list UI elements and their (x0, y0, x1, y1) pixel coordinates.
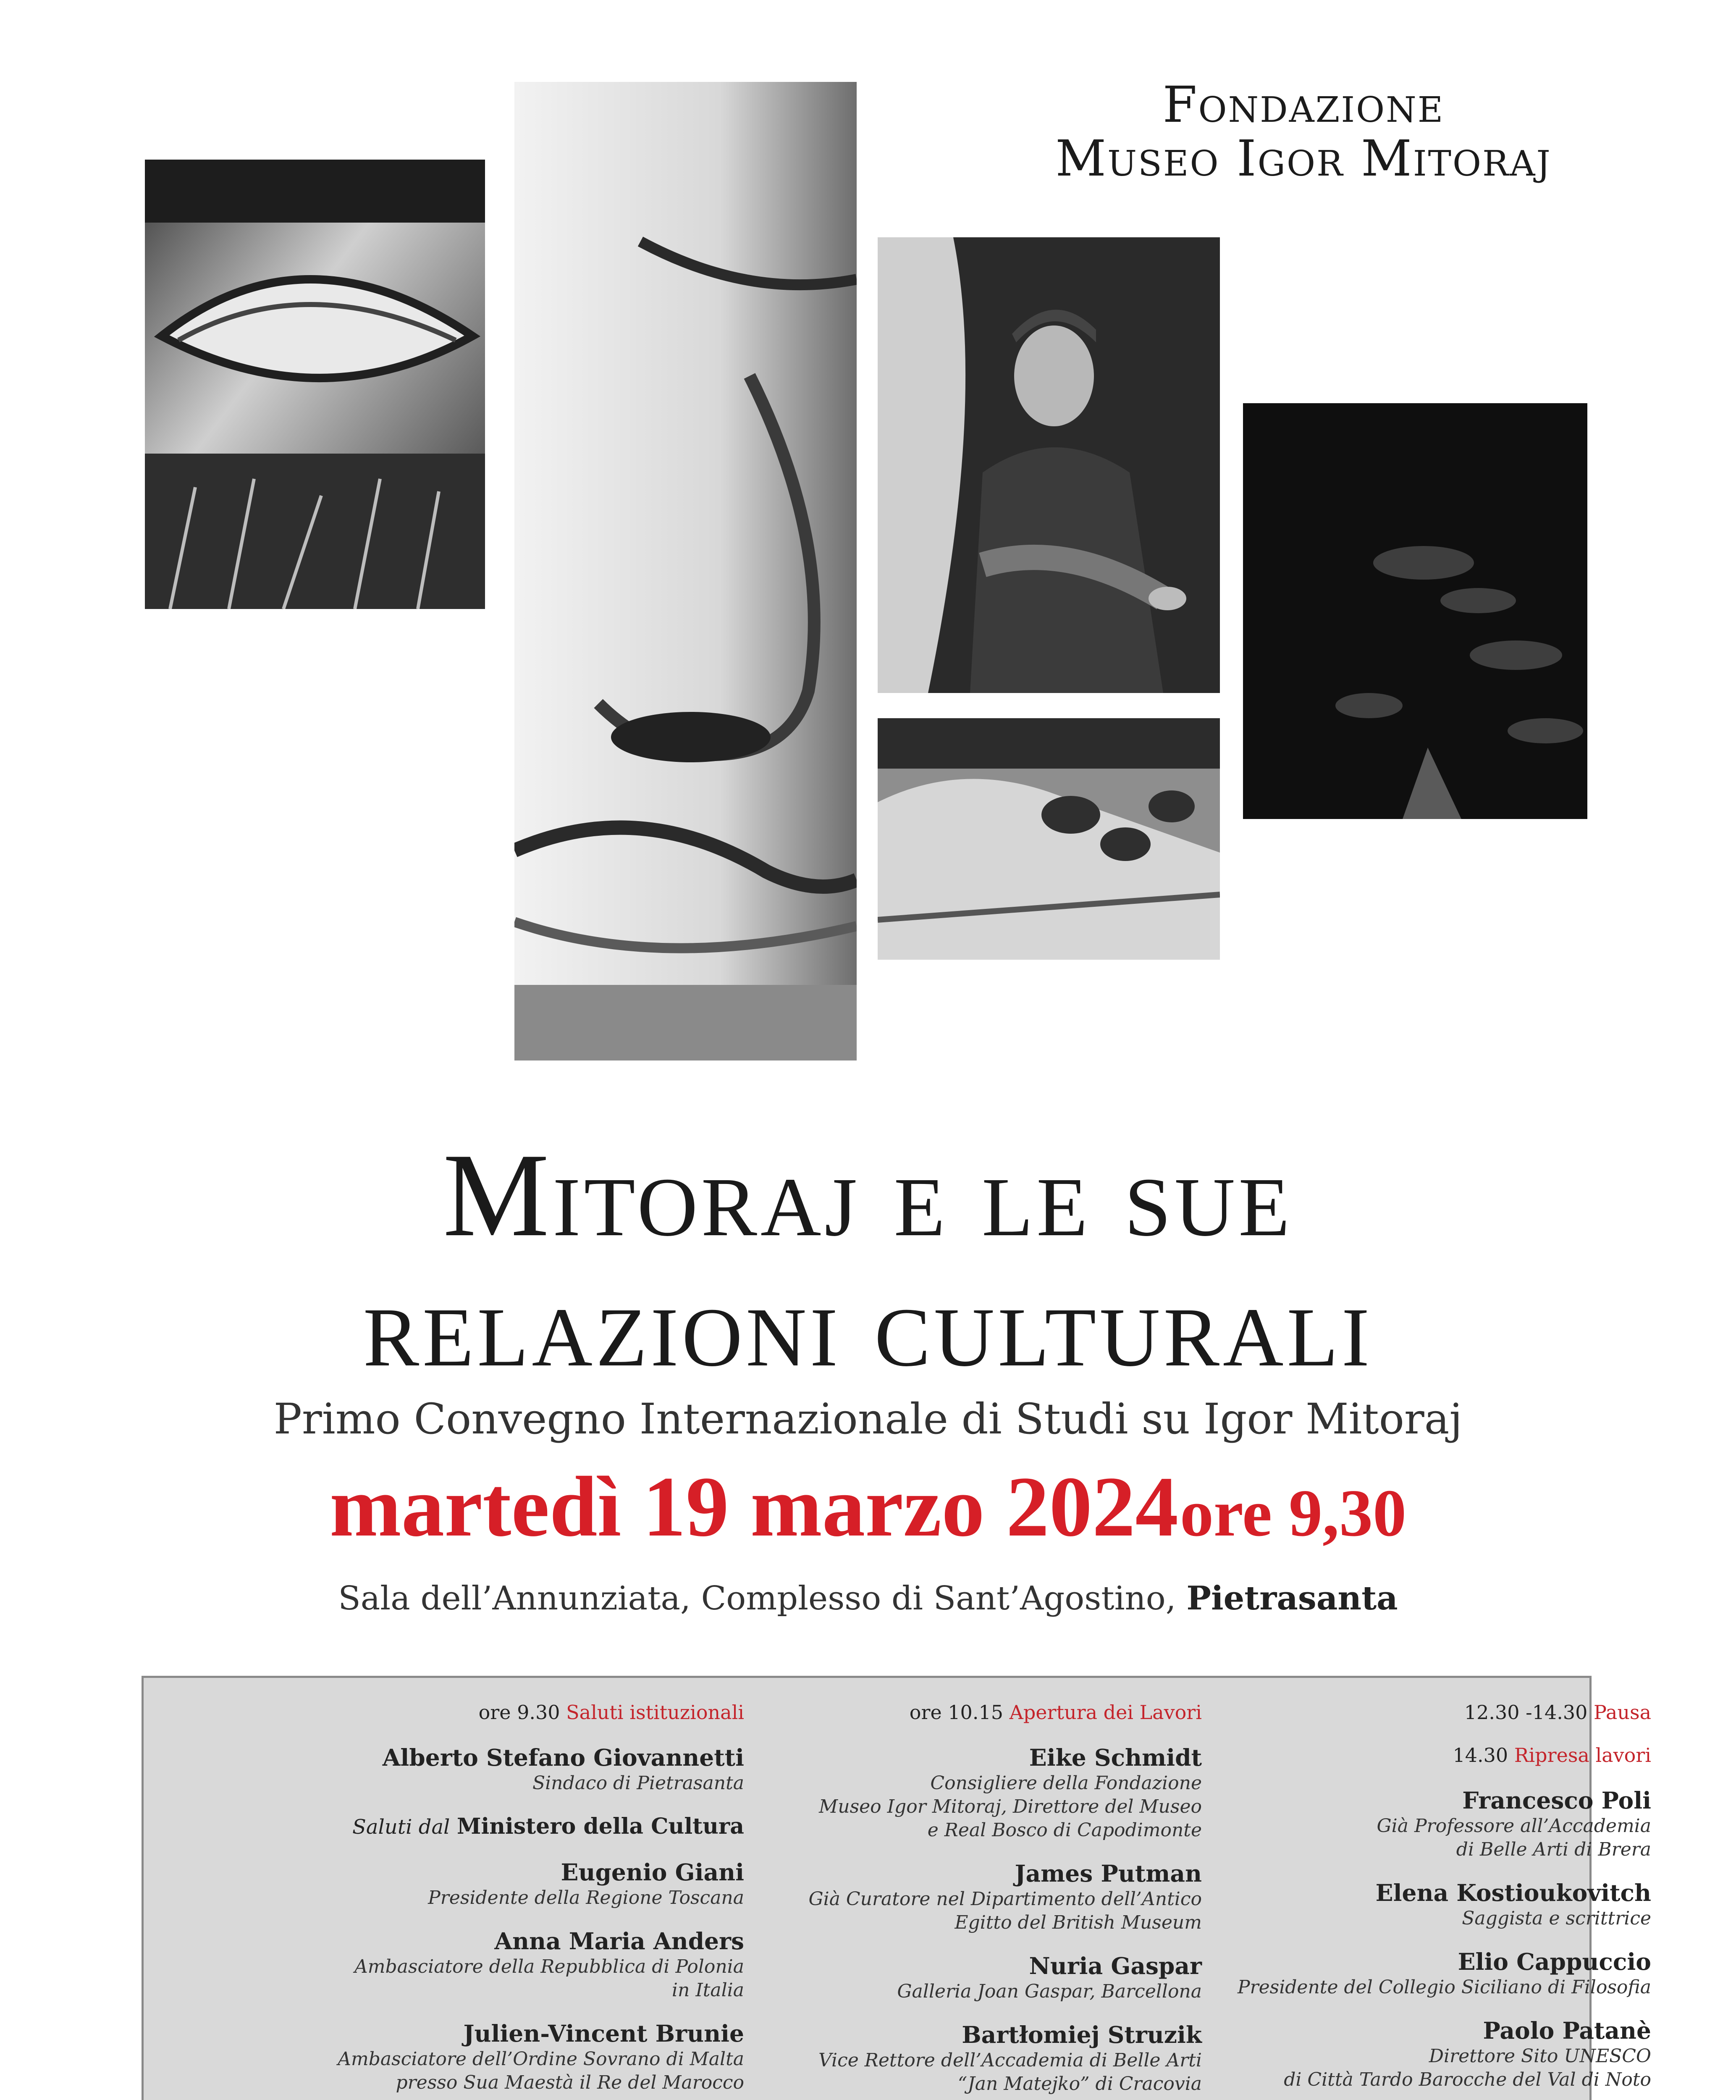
program-column-3 (1219, 1701, 1651, 2100)
speaker-role: Vice Rettore dell’Accademia di Belle Arti (818, 2050, 1202, 2071)
photo-sculpture-face (514, 82, 857, 1060)
event-time: ore 9,30 (1180, 1475, 1407, 1550)
speaker-name: Elena Kostioukovitch (1375, 1879, 1651, 1906)
speaker-role: Già Professore all’Accademia (1377, 1815, 1651, 1837)
speaker-entry (169, 1858, 744, 1910)
session-time: ore 10.15 (909, 1701, 1003, 1724)
pause-label: Pausa (1594, 1701, 1651, 1724)
foundation-name (1010, 78, 1597, 185)
speaker-name: Paolo Patanè (1483, 2017, 1651, 2044)
photo-sculpture-eye (145, 160, 485, 609)
foundation-line2: Museo Igor Mitoraj (1055, 129, 1552, 187)
speaker-name: James Putman (1015, 1860, 1202, 1887)
speaker-role: Ambasciatore della Repubblica di Polonia (354, 1956, 744, 1977)
event-day: martedì 19 marzo 2024 (329, 1459, 1178, 1554)
photo-sculpture-leaves (878, 718, 1220, 960)
speaker-entry (761, 1744, 1202, 1842)
speaker-name: Eugenio Giani (561, 1858, 744, 1886)
speaker-entry (1219, 1879, 1651, 1930)
session-label: Apertura dei Lavori (1009, 1701, 1202, 1724)
speaker-role: Saggista e scrittrice (1462, 1908, 1651, 1929)
venue-city: Pietrasanta (1186, 1579, 1398, 1617)
speaker-entry (169, 1927, 744, 2002)
speaker-role: Egitto del British Museum (955, 1912, 1202, 1933)
speaker-entry (761, 1952, 1202, 2003)
speaker-entry (761, 1860, 1202, 1935)
event-venue (0, 1579, 1736, 1617)
session-header (169, 1701, 744, 1724)
speaker-role: Presidente del Collegio Siciliano di Filosofia (1237, 1977, 1651, 1998)
resume-header (1219, 1744, 1651, 1767)
session-time: ore 9.30 (478, 1701, 560, 1724)
program-column-1 (169, 1701, 744, 2100)
pause-header (1219, 1701, 1651, 1724)
photo-artist-portrait (878, 237, 1220, 693)
program-box (142, 1676, 1651, 2100)
speaker-role: di Città Tardo Barocche del Val di Noto (1284, 2069, 1651, 2090)
speaker-role: Consigliere della Fondazione (930, 1772, 1202, 1794)
speaker-role: presso Sua Maestà il Re del Marocco (396, 2072, 744, 2093)
greeting-prefix: Saluti dal (352, 1815, 450, 1839)
greeting-ministry: Ministero della Cultura (456, 1814, 744, 1839)
resume-label: Ripresa lavori (1514, 1744, 1651, 1767)
speaker-role: in Italia (671, 1979, 744, 2001)
speaker-role: Già Curatore nel Dipartimento dell’Antico (808, 1888, 1202, 1910)
photo-dark-foliage (1243, 403, 1587, 819)
speaker-entry (1219, 2017, 1651, 2092)
speaker-name: Anna Maria Anders (494, 1927, 744, 1955)
ministry-greeting (169, 1813, 744, 1841)
session-header (761, 1701, 1202, 1724)
speaker-entry (169, 2020, 744, 2095)
speaker-role: Galleria Joan Gaspar, Barcellona (897, 1981, 1202, 2002)
program-column-2 (761, 1701, 1202, 2100)
event-date (0, 1457, 1736, 1557)
pause-time: 12.30 -14.30 (1464, 1701, 1588, 1724)
speaker-name: Julien-Vincent Brunie (463, 2020, 744, 2047)
speaker-entry (1219, 1787, 1651, 1861)
speaker-role: e Real Bosco di Capodimonte (927, 1819, 1202, 1841)
speaker-role: Museo Igor Mitoraj, Direttore del Museo (819, 1796, 1202, 1817)
speaker-entry (1219, 1948, 1651, 1999)
speaker-name: Elio Cappuccio (1458, 1948, 1651, 1975)
speaker-role: “Jan Matejko” di Cracovia (957, 2073, 1202, 2095)
speaker-role: Ambasciatore dell’Ordine Sovrano di Malta (338, 2048, 744, 2070)
speaker-entry (169, 1744, 744, 1795)
event-title-line2: relazioni culturali (363, 1259, 1373, 1391)
resume-time: 14.30 (1453, 1744, 1508, 1767)
speaker-role: Direttore Sito UNESCO (1429, 2045, 1651, 2067)
speaker-entry (761, 2021, 1202, 2096)
venue-text: Sala dell’Annunziata, Complesso di Sant’Agostino, (338, 1580, 1176, 1617)
speaker-name: Alberto Stefano Giovannetti (382, 1744, 744, 1771)
speaker-name: Eike Schmidt (1029, 1744, 1202, 1771)
event-subtitle: Primo Convegno Internazionale di Studi su Igor Mitoraj (273, 1394, 1463, 1444)
speaker-role: Presidente della Regione Toscana (428, 1887, 744, 1908)
event-title-line1: Mitoraj e le sue (443, 1129, 1293, 1261)
speaker-role: di Belle Arti di Brera (1456, 1839, 1651, 1860)
speaker-role: Sindaco di Pietrasanta (532, 1772, 744, 1794)
speaker-name: Francesco Poli (1462, 1787, 1651, 1814)
speaker-name: Nuria Gaspar (1029, 1952, 1202, 1979)
session-label: Saluti istituzionali (566, 1701, 744, 1724)
speaker-name: Bartłomiej Struzik (962, 2021, 1202, 2048)
foundation-line1: Fondazione (1162, 76, 1445, 134)
